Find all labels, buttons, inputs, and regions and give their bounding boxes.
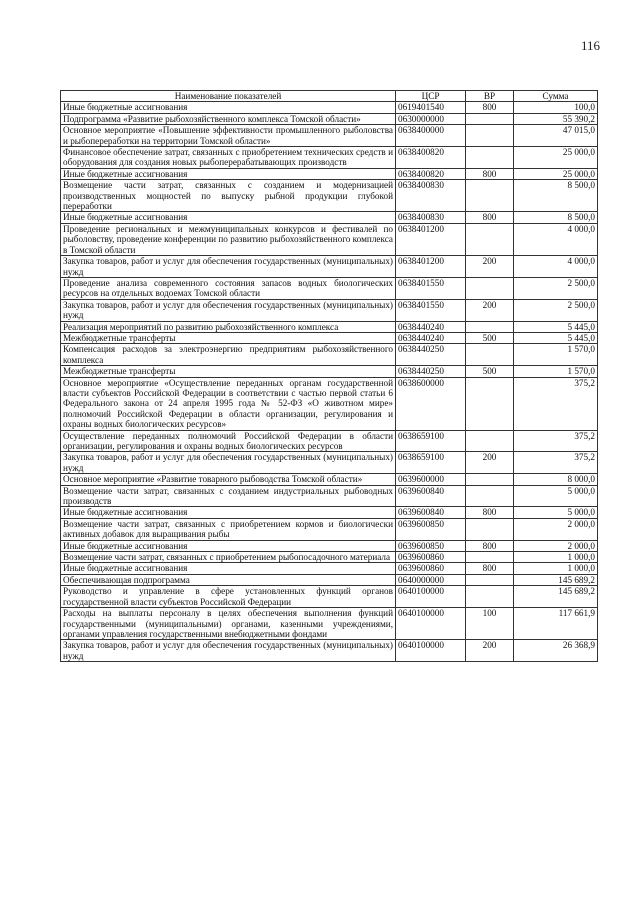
row-vr-cell	[466, 518, 514, 540]
row-sum-cell: 5 445,0	[514, 321, 598, 332]
row-vr-cell: 800	[466, 212, 514, 223]
row-name-cell: Основное мероприятие «Развитие товарного рыбоводства Томской области»	[61, 474, 396, 485]
row-sum-cell: 1 570,0	[514, 366, 598, 377]
row-sum-cell: 117 661,9	[514, 608, 598, 640]
table-header-row	[61, 91, 598, 102]
row-sum-cell: 55 390,2	[514, 113, 598, 124]
row-name-cell: Межбюджетные трансферты	[61, 366, 396, 377]
budget-table	[60, 90, 598, 662]
row-csr-cell: 0640100000	[396, 640, 466, 662]
row-name-cell: Компенсация расходов за электроэнергию предприятиям рыбохозяйственного комплекса	[61, 344, 396, 366]
row-sum-cell: 26 368,9	[514, 640, 598, 662]
row-name-cell: Проведение региональных и межмуниципальных конкурсов и фестивалей по рыболовству, проведение конференции по развитию рыбохозяйственного комплекса в Томской области	[61, 223, 396, 255]
table-row	[61, 474, 598, 485]
row-vr-cell: 800	[466, 102, 514, 113]
row-name-cell: Закупка товаров, работ и услуг для обеспечения государственных (муниципальных) нужд	[61, 256, 396, 278]
header-name: Наименование показателей	[61, 91, 396, 102]
row-csr-cell: 0638400820	[396, 168, 466, 179]
row-csr-cell: 0638600000	[396, 377, 466, 430]
row-name-cell: Иные бюджетные ассигнования	[61, 168, 396, 179]
row-name-cell: Подпрограмма «Развитие рыбохозяйственного комплекса Томской области»	[61, 113, 396, 124]
row-sum-cell: 8 000,0	[514, 474, 598, 485]
table-row	[61, 452, 598, 474]
row-vr-cell: 800	[466, 507, 514, 518]
row-sum-cell: 2 500,0	[514, 299, 598, 321]
row-csr-cell: 0638440250	[396, 366, 466, 377]
row-sum-cell: 2 000,0	[514, 518, 598, 540]
page-number: 116	[580, 38, 600, 53]
row-vr-cell: 800	[466, 563, 514, 574]
row-csr-cell: 0638659100	[396, 430, 466, 452]
row-csr-cell: 0638401200	[396, 223, 466, 255]
table-row	[61, 332, 598, 343]
table-row	[61, 485, 598, 507]
row-name-cell: Возмещение части затрат, связанных с приобретением кормов и биологически активных добавок для выращивания рыбы	[61, 518, 396, 540]
row-sum-cell: 375,2	[514, 452, 598, 474]
row-name-cell: Обеспечивающая подпрограмма	[61, 574, 396, 585]
table-row	[61, 102, 598, 113]
row-csr-cell: 0638401550	[396, 277, 466, 299]
table-row	[61, 256, 598, 278]
row-name-cell: Возмещение части затрат, связанных с созданием и модернизацией производственных мощностей по выпуску рыбной продукции глубокой переработки	[61, 180, 396, 212]
row-csr-cell: 0638401200	[396, 256, 466, 278]
row-vr-cell: 200	[466, 256, 514, 278]
table-row	[61, 168, 598, 179]
table-body	[61, 102, 598, 662]
row-name-cell: Реализация мероприятий по развитию рыбохозяйственного комплекса	[61, 321, 396, 332]
row-vr-cell: 200	[466, 640, 514, 662]
row-vr-cell	[466, 125, 514, 147]
row-vr-cell: 200	[466, 299, 514, 321]
row-csr-cell: 0638440250	[396, 344, 466, 366]
table-row	[61, 212, 598, 223]
row-csr-cell: 0639600850	[396, 540, 466, 551]
table-row	[61, 518, 598, 540]
row-vr-cell	[466, 223, 514, 255]
row-vr-cell	[466, 180, 514, 212]
row-vr-cell: 800	[466, 540, 514, 551]
table-row	[61, 540, 598, 551]
row-vr-cell	[466, 474, 514, 485]
row-sum-cell: 145 689,2	[514, 586, 598, 608]
table-row	[61, 586, 598, 608]
row-csr-cell: 0639600850	[396, 518, 466, 540]
table-row	[61, 147, 598, 169]
table-row	[61, 552, 598, 563]
row-csr-cell: 0619401540	[396, 102, 466, 113]
row-csr-cell: 0638400830	[396, 180, 466, 212]
row-vr-cell	[466, 344, 514, 366]
row-csr-cell: 0639600860	[396, 563, 466, 574]
row-name-cell: Проведение анализа современного состояния запасов водных биологических ресурсов на отдельных водоемах Томской области	[61, 277, 396, 299]
table-row	[61, 574, 598, 585]
row-name-cell: Финансовое обеспечение затрат, связанных с приобретением технических средств и оборудования для создания новых рыбоперерабатывающих производств	[61, 147, 396, 169]
row-vr-cell: 200	[466, 452, 514, 474]
row-csr-cell: 0639600840	[396, 485, 466, 507]
row-name-cell: Руководство и управление в сфере установленных функций органов государственной власти субъектов Российской Федерации	[61, 586, 396, 608]
row-sum-cell: 5 445,0	[514, 332, 598, 343]
row-name-cell: Закупка товаров, работ и услуг для обеспечения государственных (муниципальных) нужд	[61, 452, 396, 474]
row-sum-cell: 2 500,0	[514, 277, 598, 299]
table-row	[61, 344, 598, 366]
row-vr-cell: 500	[466, 332, 514, 343]
row-sum-cell: 375,2	[514, 377, 598, 430]
row-sum-cell: 375,2	[514, 430, 598, 452]
header-csr: ЦСР	[396, 91, 466, 102]
row-sum-cell: 1 000,0	[514, 563, 598, 574]
row-csr-cell: 0638400000	[396, 125, 466, 147]
row-sum-cell: 2 000,0	[514, 540, 598, 551]
header-vr: ВР	[466, 91, 514, 102]
row-vr-cell	[466, 430, 514, 452]
table-row	[61, 640, 598, 662]
row-csr-cell: 0640000000	[396, 574, 466, 585]
row-name-cell: Расходы на выплаты персоналу в целях обеспечения выполнения функций государственными (муниципальными) органами, казенными учреждениями, органами управления государственными внебюджетными фондами	[61, 608, 396, 640]
table-row	[61, 113, 598, 124]
row-name-cell: Закупка товаров, работ и услуг для обеспечения государственных (муниципальных) нужд	[61, 299, 396, 321]
row-vr-cell	[466, 485, 514, 507]
row-csr-cell: 0640100000	[396, 586, 466, 608]
row-name-cell: Иные бюджетные ассигнования	[61, 563, 396, 574]
row-sum-cell: 1 000,0	[514, 552, 598, 563]
row-vr-cell	[466, 321, 514, 332]
row-name-cell: Основное мероприятие «Осуществление переданных органам государственной власти субъектов Российской Федерации в соответствии с частью первой статьи 6 Федерального закона от 24 апреля 1995 года № 52-ФЗ «О животном мире» полномочий Российской Федерации в области организации, регулирования и охраны водных биологических ресурсов»	[61, 377, 396, 430]
row-sum-cell: 25 000,0	[514, 168, 598, 179]
table-row	[61, 277, 598, 299]
header-sum: Сумма	[514, 91, 598, 102]
row-sum-cell: 25 000,0	[514, 147, 598, 169]
row-name-cell: Межбюджетные трансферты	[61, 332, 396, 343]
row-csr-cell: 0638659100	[396, 452, 466, 474]
row-vr-cell	[466, 147, 514, 169]
row-csr-cell: 0640100000	[396, 608, 466, 640]
row-csr-cell: 0630000000	[396, 113, 466, 124]
table-row	[61, 507, 598, 518]
table-row	[61, 608, 598, 640]
row-sum-cell: 5 000,0	[514, 485, 598, 507]
row-csr-cell: 0639600840	[396, 507, 466, 518]
row-vr-cell	[466, 277, 514, 299]
row-name-cell: Основное мероприятие «Повышение эффективности промышленного рыболовства и рыбопереработки на территории Томской области»	[61, 125, 396, 147]
table-row	[61, 563, 598, 574]
row-sum-cell: 5 000,0	[514, 507, 598, 518]
row-sum-cell: 8 500,0	[514, 180, 598, 212]
table-row	[61, 430, 598, 452]
row-name-cell: Иные бюджетные ассигнования	[61, 507, 396, 518]
table-row	[61, 299, 598, 321]
table-row	[61, 125, 598, 147]
row-name-cell: Возмещение части затрат, связанных с созданием индустриальных рыбоводных производств	[61, 485, 396, 507]
row-vr-cell	[466, 377, 514, 430]
row-name-cell: Иные бюджетные ассигнования	[61, 102, 396, 113]
row-name-cell: Закупка товаров, работ и услуг для обеспечения государственных (муниципальных) нужд	[61, 640, 396, 662]
table-row	[61, 321, 598, 332]
row-csr-cell: 0638440240	[396, 332, 466, 343]
row-csr-cell: 0638440240	[396, 321, 466, 332]
table-row	[61, 180, 598, 212]
row-sum-cell: 4 000,0	[514, 223, 598, 255]
row-sum-cell: 1 570,0	[514, 344, 598, 366]
table-row	[61, 377, 598, 430]
row-csr-cell: 0638400830	[396, 212, 466, 223]
row-vr-cell	[466, 552, 514, 563]
table-row	[61, 223, 598, 255]
row-csr-cell: 0638400820	[396, 147, 466, 169]
row-name-cell: Осуществление переданных полномочий Российской Федерации в области организации, регулирования и охраны водных биологических ресурсов	[61, 430, 396, 452]
row-vr-cell	[466, 586, 514, 608]
row-sum-cell: 4 000,0	[514, 256, 598, 278]
row-name-cell: Возмещение части затрат, связанных с приобретением рыбопосадочного материала	[61, 552, 396, 563]
row-vr-cell: 500	[466, 366, 514, 377]
row-sum-cell: 100,0	[514, 102, 598, 113]
row-csr-cell: 0639600000	[396, 474, 466, 485]
row-vr-cell	[466, 574, 514, 585]
row-csr-cell: 0639600860	[396, 552, 466, 563]
row-vr-cell: 800	[466, 168, 514, 179]
row-vr-cell: 100	[466, 608, 514, 640]
row-name-cell: Иные бюджетные ассигнования	[61, 212, 396, 223]
row-sum-cell: 145 689,2	[514, 574, 598, 585]
row-vr-cell	[466, 113, 514, 124]
row-csr-cell: 0638401550	[396, 299, 466, 321]
row-name-cell: Иные бюджетные ассигнования	[61, 540, 396, 551]
row-sum-cell: 8 500,0	[514, 212, 598, 223]
table-row	[61, 366, 598, 377]
row-sum-cell: 47 015,0	[514, 125, 598, 147]
